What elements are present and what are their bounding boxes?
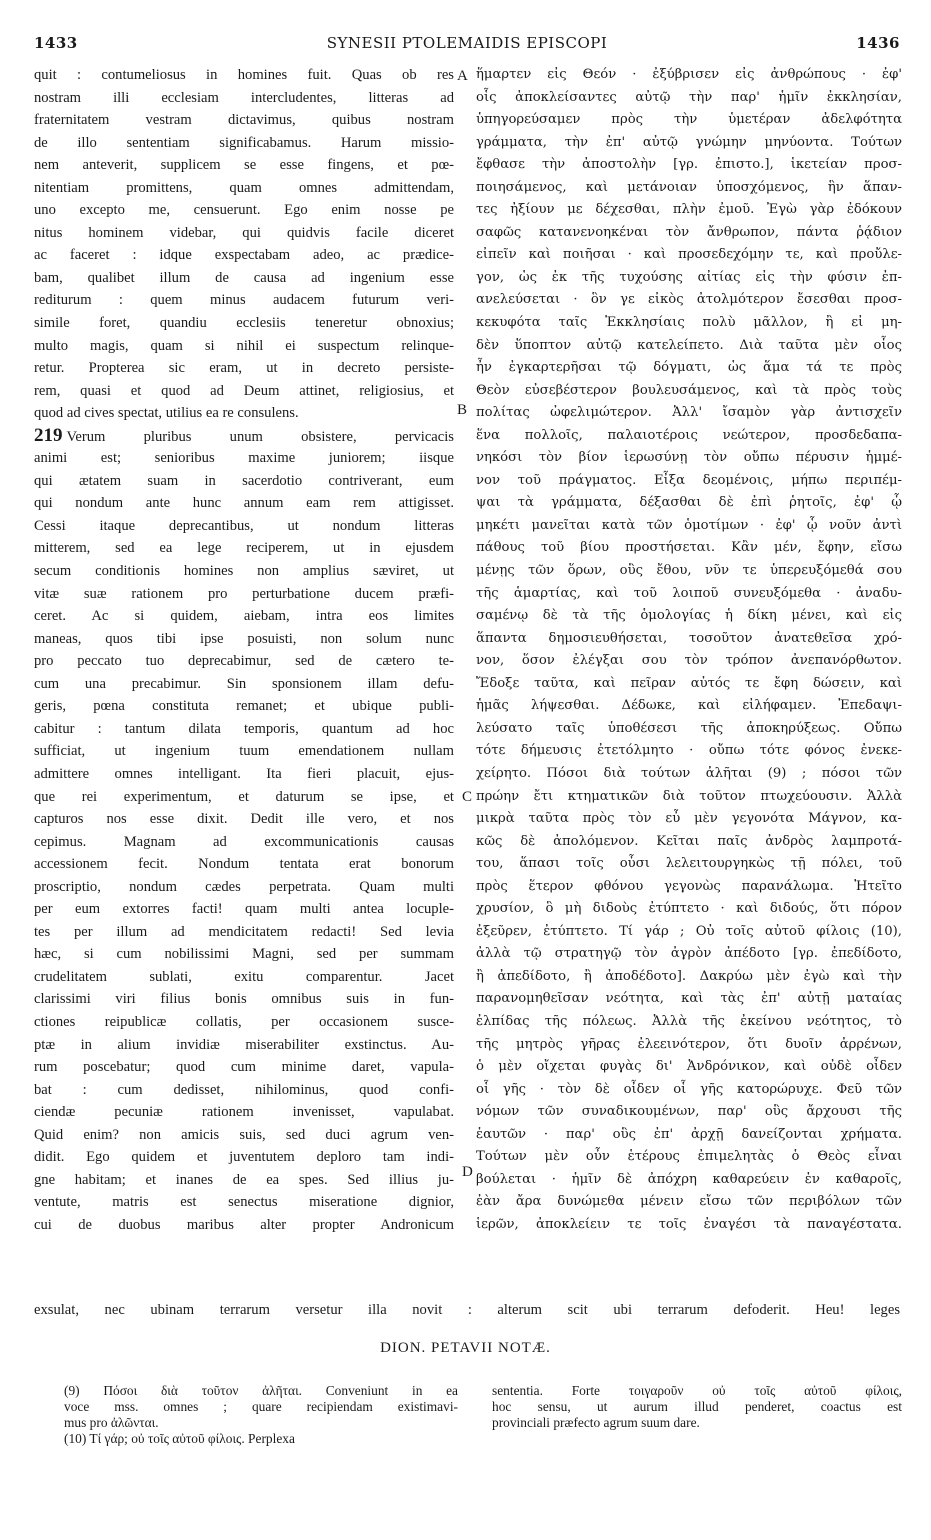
text-line: ποιησάμενος, καὶ μετάνοιαν ὑποσχόμενος, ἣν ἅπαν- — [476, 179, 902, 195]
text-line: nitentiam promittens, quam omnes admittendam, — [34, 179, 454, 196]
page-number-right: 1436 — [856, 34, 900, 52]
text-line: sententia. Forte τοιγαροῦν οὐ τοῖς αὐτοῦ φίλοις, — [492, 1383, 902, 1398]
text-line: per eum extorres facti! quam multi antea locuple- — [34, 901, 454, 918]
section-number: 219 — [34, 424, 63, 446]
text-line: didit. Ego quidem et juventutem deploro tam indi- — [34, 1149, 454, 1166]
text-line: γράμματα, τὴν ἐπ' αὐτῷ γνώμην μηνύοντα. Τούτων — [476, 134, 902, 150]
text-line: tes per illum ad mendicitatem redacti! Sed levia — [34, 923, 454, 940]
text-line: του, ἅπασι τοῖς οὖσι λελειτουργηκὼς τῇ πόλει, τοῦ — [476, 856, 902, 872]
margin-marker-a: A — [457, 68, 468, 84]
text-line: πάθους τοῦ βίου προστήσεται. Κἂν μέν, ἔφην, εἴσω — [476, 540, 902, 556]
text-line: οἷ γῆς · τὸν δὲ οἶδεν οἷ γῆς κατορώρυχε. Φεῦ τῶν — [476, 1081, 902, 1097]
text-line: πολίτας ὠφελιμώτερον. Ἀλλ' ἴσαμὸν γὰρ ἀντισχεῖν — [476, 405, 902, 421]
text-line: clarissimi viri filius bonis omnibus suis in fun- — [34, 991, 454, 1008]
page-number-left: 1433 — [34, 34, 78, 52]
text-line: qui nondum ante hunc annum eam rem attigisset. — [34, 495, 454, 512]
text-line: νόμων τῶν συναδικουμένων, παρ' οὓς ἄρχουσι τῆς — [476, 1104, 902, 1120]
text-line: crudelitatem sublati, exitu comparentur. Jacet — [34, 968, 454, 985]
text-line: animi est; senioribus maxime juniorem; iisque — [34, 450, 454, 467]
text-line — [34, 425, 454, 448]
text-line: δὲν ὕποπτον αὐτῷ κατελείπετο. Διὰ ταῦτα μὲν οἷος — [476, 337, 902, 353]
text-line: secum conditionis homines non amplius sæviret, ut — [34, 563, 454, 580]
text-line: cum una precabimur. Sin sponsionem illam defu- — [34, 675, 454, 692]
text-line: cabitur : tantum dilata temporis, quantum ad hoc — [34, 720, 454, 737]
text-line: ὑπηγορεύσαμεν πρὸς τὴν ὑμετέραν ἀδελφότητα — [476, 112, 902, 128]
text-line: hæc, si cum nobilissimi Magni, sed per summam — [34, 946, 454, 963]
text-line: μένῃς τῶν ὅρων, οὓς ἔθου, νῦν τε ὑπερευξόμεθά σου — [476, 563, 902, 579]
text-line: nostram illi ecclesiam intercludentes, litteras ad — [34, 89, 454, 106]
text-line: ἀλλὰ τῷ στρατηγῷ τὸν ἀγρὸν ἀπέδοτο [γρ. ἐπεδίδοτο, — [476, 946, 902, 962]
text-line: sufficiat, ut ingenium tuum emendationem nullam — [34, 743, 454, 760]
text-line: νηκόσι τὸν βίον ἱερωσύνῃ τὸν οὔπω πέρυσιν ἡμμέ- — [476, 450, 902, 466]
notes-right-column — [492, 1383, 902, 1431]
text-line: τῆς μητρὸς γῆρας ἐλεεινότερον, ὅτι δυοῖν ἀρρένων, — [476, 1036, 902, 1052]
text-line: ἡμᾶς λήψεσθαι. Δέδωκε, καὶ εἰλήφαμεν. Ἐπεδαψι- — [476, 698, 902, 714]
text-line: multo magis, quam si nihil ei suspectum relinque- — [34, 337, 454, 354]
text-line: τότε δήμευσις ἐτετόλμητο · οὔπω τότε φόνος ἐνεκε- — [476, 743, 902, 759]
text-line: (9) Πόσοι διὰ τοῦτον ἀλῆται. Conveniunt in ea — [64, 1383, 458, 1398]
greek-column — [476, 64, 902, 1236]
text-line: ἢ ἀπεδίδοτο, ἢ ἀποδέδοτο]. Δακρύω μὲν ἐγὼ καὶ τὴν — [476, 968, 902, 984]
text-line: nitus hominem videbar, qui quidvis facile diceret — [34, 224, 454, 241]
text-line: retur. Propterea sic eram, ut in decreto persiste- — [34, 360, 454, 377]
text-line: fraternitatem vestram dictavimus, quibus nostram — [34, 112, 454, 129]
text-line: μηκέτι μανεῖται κατὰ τῶν ὁμοτίμων · ἐφ' ᾧ νοῦν ἀντὶ — [476, 517, 902, 533]
notes-left-column — [64, 1383, 458, 1447]
text-line: gne habitam; et inanes de ea spes. Sed illius ju- — [34, 1171, 454, 1188]
text-line: quod ad cives spectat, utilius ea re consulens. — [34, 405, 299, 422]
text-line: vitæ suæ rationem pro perturbatione ducem præfi- — [34, 585, 454, 602]
margin-marker-b: B — [457, 402, 468, 418]
text-line: λεύσατο ταῖς ὑποθέσεσι τῆς ἀποκηρύξεως. Οὔπω — [476, 720, 902, 736]
text-line: ἐλπίδας τῆς πόλεως. Ἀλλὰ τῆς ἐκείνου νεότητος, τὸ — [476, 1013, 902, 1029]
text-line: γον, ὡς ἐκ τῆς τυχούσης αἰτίας εἰς τὴν φύσιν ἐπ- — [476, 269, 902, 285]
notes-title: DION. PETAVII NOTÆ. — [380, 1340, 551, 1356]
text-line: ac faceret : idque exspectabam adeo, ac prædice- — [34, 247, 454, 264]
text-line: σαμένῳ δὲ τὰ τῆς ὁμολογίας ἡ δίκη μένει, καὶ εἰς — [476, 608, 902, 624]
text-line: εἰπεῖν καὶ ποιῆσαι · καὶ προσεδεχόμην τε, καὶ προὔλε- — [476, 247, 902, 263]
text-line: admittere omnes intelligant. Ita fieri placuit, ejus- — [34, 765, 454, 782]
text-line: de illo sententiam significabamus. Harum missio- — [34, 134, 454, 151]
text-line: τῆς ἁμαρτίας, καὶ τοῦ λοιποῦ συνευξόμεθα · ἀναδυ- — [476, 585, 902, 601]
text-line: ἦν ἐγκαρτερῆσαι τῷ δόγματι, ὡς ἅμα τά τε πρὸς — [476, 360, 902, 376]
text-line: ctiones reipublicæ collatis, per occasionem susce- — [34, 1013, 454, 1030]
text-line: accessionem fecit. Nondum tentata erat bonorum — [34, 856, 454, 873]
text-line: (10) Τί γάρ; οὐ τοῖς αὐτοῦ φίλοις. Perplexa — [64, 1431, 295, 1446]
text-line: ἐὰν ἄρα δυνώμεθα μένειν εἴσω τῶν περιβόλων τῶν — [476, 1194, 902, 1210]
running-title: SYNESII PTOLEMAIDIS EPISCOPI — [326, 34, 608, 52]
text-line: provinciali præfecto agrum suum dare. — [492, 1415, 700, 1430]
margin-marker-d: D — [462, 1164, 473, 1180]
text-line: ἐξεῦρεν, ἐτύπτετο. Τί γάρ ; Οὐ τοῖς αὐτοῦ φίλοις (10), — [476, 923, 902, 939]
text-line: Θεὸν εὐσεβέστερον βουλευσάμενος, καὶ τὰ πρὸς τοὺς — [476, 382, 902, 398]
text-line: ἔφθασε τὴν ἀποστολὴν [γρ. ἐπιστο.], ἱκετείαν προσ- — [476, 157, 902, 173]
text-line: ἅπαντα δημοσιευθήσεται, τοσοῦτον ἀνατεθεῖσα χρό- — [476, 630, 902, 646]
text-line: νον τοῦ πράγματος. Εἶξα δεομένοις, μήπω περιπέμ- — [476, 472, 902, 488]
text-line: geris, pœna constituta remanet; et ubique publi- — [34, 698, 454, 715]
text-line: ptæ in alium invidiæ miserabiliter exstinctus. Au- — [34, 1036, 454, 1053]
line-text: Verum pluribus unum obsistere, pervicacis — [66, 428, 454, 445]
text-line: ἱερῶν, ἀποκλείειν τε τοῖς ἐναγέσι τὰ παναγέστατα. — [476, 1216, 902, 1232]
text-line: ventute, matris est senectus miseratione dignior, — [34, 1194, 454, 1211]
text-line: χρυσίον, ὃ μὴ διδοὺς ἐτύπτετο · καὶ διδούς, ὅτι πόρον — [476, 901, 902, 917]
latin-column — [34, 64, 454, 1236]
text-line: πρώην ἔτι κτηματικῶν διὰ τοῦτον πτωχεύουσιν. Ἀλλὰ — [476, 788, 902, 804]
text-line: cepimus. Magnam ad excommunicationis causas — [34, 833, 454, 850]
text-line: ψαι τὰ γράμματα, δέξασθαι δὲ ἐπὶ ῥητοῖς, ἐφ' ᾧ — [476, 495, 902, 511]
running-header — [34, 34, 900, 56]
text-line: rum poscebatur; quod cum minime daret, vapula- — [34, 1059, 454, 1076]
text-line: cui de duobus maribus alter propter Andronicum — [34, 1216, 454, 1233]
text-line: hoc sensu, ut aurum illud penderet, coactus est — [492, 1399, 902, 1414]
text-line: νον, ὅσον ἐλέγξαι σου τὸν τρόπον ἀνεπανόρθωτον. — [476, 653, 902, 669]
text-line: Τούτων μὲν οὖν ἑτέρους ἐπιμελητὰς ὁ Θεὸς εἶναι — [476, 1149, 902, 1165]
text-line: παρανομηθεῖσαν νεότητα, καὶ τὰς ἐπ' αὐτῇ ματαίας — [476, 991, 902, 1007]
text-line: ανελεύσεται · ὃν γε εἰκὸς ἀτολμότερον ἔσεσθαι προσ- — [476, 292, 902, 308]
text-line: uno excepto me, censuerunt. Ego enim nosse pe — [34, 202, 454, 219]
text-line: bam, qualibet illum de causa ad ingenium esse — [34, 269, 454, 286]
text-line: σαφῶς κατανενοηκέναι τὸν ἄνθρωπον, πάντα ῥᾴδιον — [476, 224, 902, 240]
text-line: mus pro ἀλῶνται. — [64, 1415, 159, 1430]
text-line: ἕνα πολλοῖς, παλαιοτέροις νεώτερον, προσδεδαπα- — [476, 427, 902, 443]
text-line: capturos nos esse dixit. Dedit ille vero, et nos — [34, 811, 454, 828]
text-line: Ἔδοξε ταῦτα, καὶ πεῖραν αὐτός τε ἔφη δώσειν, καὶ — [476, 675, 902, 691]
text-line: μικρὰ ταῦτα πρὸς τὸν εὖ μὲν γεγονότα Μάγνον, κα- — [476, 811, 902, 827]
text-line: maneas, quos tibi ipse posuisti, non solum nunc — [34, 630, 454, 647]
text-line: τες ἠξίουν με δέχεσθαι, πλὴν ἐμοῦ. Ἐγὼ γὰρ ἐδόκουν — [476, 202, 902, 218]
text-line: rem, quasi et quod ad Deum attinet, religiosius, et — [34, 382, 454, 399]
text-line: πρὸς ἕτερον φθόνου γεγονὼς παρανάλωμα. Ἠτεῖτο — [476, 878, 902, 894]
text-line: κῶς δὲ ἀπολόμενον. Κεῖται παῖς ἀνδρὸς λαμπροτά- — [476, 833, 902, 849]
text-line: ciendæ pecuniæ rationem invenisset, vapulabat. — [34, 1104, 454, 1121]
text-line: pro peccato tuo deprecabimur, sed de cætero te- — [34, 653, 454, 670]
text-line: χείρητο. Πόσοι διὰ τούτων ἀλῆται (9) ; πόσοι τῶν — [476, 765, 902, 781]
text-line: Cessi itaque deprecantibus, ut nondum litteras — [34, 517, 454, 534]
text-line: ceret. Ac si quidem, aiebam, intra eos limites — [34, 608, 454, 625]
text-line: rediturum : quem minus audacem futurum veri- — [34, 292, 454, 309]
text-line: qui ætatem suam in sacerdotio contriverant, eum — [34, 472, 454, 489]
text-line: voce mss. omnes ; quare recipiendam existimavi- — [64, 1399, 458, 1414]
text-line: ἥμαρτεν εἰς Θεόν · ἐξύβρισεν εἰς ἀνθρώπους · ἐφ' — [476, 67, 902, 82]
text-line: οἷς ἀποκλείσαντες αὐτῷ τὴν παρ' ἡμῖν ἐκκλησίαν, — [476, 89, 902, 105]
text-line: proscriptio, nondum cædes perpetrata. Quam multi — [34, 878, 454, 895]
text-line: Quid enim? non amicis suis, sed duci agrum ven- — [34, 1126, 454, 1143]
margin-marker-c: C — [462, 789, 473, 805]
text-line: βούλεται · ἡμῖν δὲ ἀπόχρη καθαρεύειν ἐν καθαροῖς, — [476, 1171, 902, 1187]
text-line: ὁ μὲν οἴχεται φυγὰς δι' Ἀνδρόνικον, καὶ οὐδὲ οἶδεν — [476, 1059, 902, 1075]
closing-line: exsulat, nec ubinam terrarum versetur illa novit : alterum scit ubi terrarum defoderit. Heu! leges — [34, 1302, 900, 1318]
text-line: bat : cum dedisset, nihilominus, quod confi- — [34, 1081, 454, 1098]
text-line: quit : contumeliosus in homines fuit. Quas ob res — [34, 67, 454, 83]
text-line: simile foret, quandiu ecclesiis teneretur obnoxius; — [34, 315, 454, 332]
text-line: nem anteverit, supplicem se esse fingens, et pœ- — [34, 157, 454, 174]
text-line: κεκυφότα ταῖς Ἐκκλησίαις πολὺ μᾶλλον, ἢ εἰ μη- — [476, 315, 902, 331]
text-line: que rei experimentum, et daturum se ipse, et — [34, 788, 454, 805]
text-line: ἑαυτῶν · παρ' οὓς ἐπ' ἀρχῇ δανείζονται χρήματα. — [476, 1126, 902, 1142]
text-line: mitterem, sed ea lege reciperem, ut in ejusdem — [34, 540, 454, 557]
